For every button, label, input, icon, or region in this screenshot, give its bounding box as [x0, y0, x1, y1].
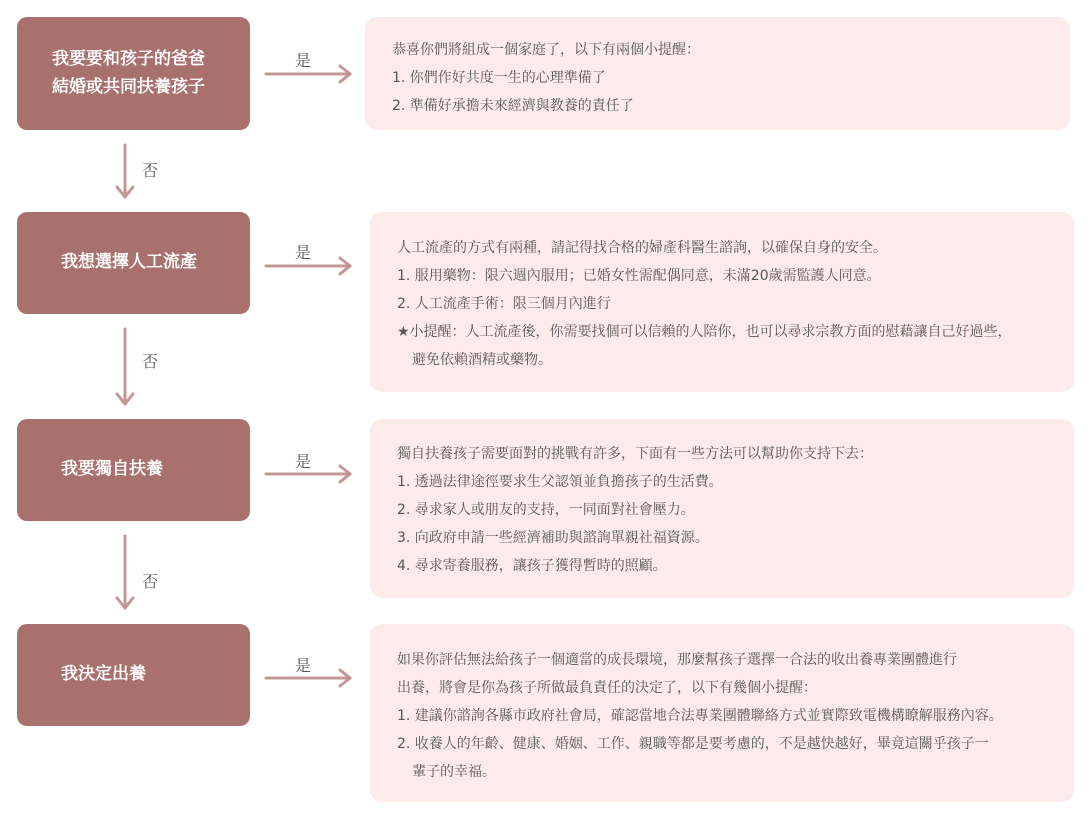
yes-label: 是 [295, 51, 312, 70]
yes-label: 是 [295, 656, 312, 675]
info-panel-adoption [370, 624, 1074, 802]
no-arrow-icon [115, 536, 137, 612]
yes-arrow-icon [266, 256, 356, 278]
info-panel-marry [365, 17, 1070, 130]
info-line: 1. 建議你諮詢各縣市政府社會局，確認當地合法專業團體聯絡方式並實際致電機構瞭解服務內容。 [397, 708, 1003, 724]
no-label: 否 [142, 572, 159, 591]
decision-text-line: 結婚或共同扶養孩子 [52, 76, 205, 97]
info-line: 出養，將會是你為孩子所做最負責任的決定了，以下有幾個小提醒： [397, 680, 817, 696]
decision-text-line: 我想選擇人工流產 [61, 252, 197, 273]
info-line: 輩子的幸福。 [412, 764, 496, 780]
info-panel-abortion [370, 212, 1074, 392]
info-line: 2. 人工流產手術：限三個月內進行 [397, 296, 611, 312]
decision-box-abortion [17, 212, 250, 314]
yes-arrow-icon [266, 64, 356, 86]
info-line: 1. 你們作好共度一生的心理準備了 [392, 70, 606, 86]
info-line: 1. 服用藥物：限六週內服用；已婚女性需配偶同意，未滿20歲需監護人同意。 [397, 268, 881, 284]
yes-label: 是 [295, 452, 312, 471]
info-line: 2. 尋求家人或朋友的支持，一同面對社會壓力。 [397, 502, 695, 518]
info-line: 2. 準備好承擔未來經濟與教養的責任了 [392, 98, 634, 114]
decision-box-adoption [17, 624, 250, 726]
info-line: 人工流產的方式有兩種，請記得找合格的婦產科醫生諮詢，以確保自身的安全。 [397, 240, 887, 256]
decision-text-line: 我決定出養 [61, 664, 146, 685]
info-line: 恭喜你們將組成一個家庭了，以下有兩個小提醒： [392, 42, 700, 58]
info-line: 如果你評估無法給孩子一個適當的成長環境，那麼幫孩子選擇一合法的收出養專業團體進行 [397, 652, 957, 668]
info-line: 4. 尋求寄養服務，讓孩子獲得暫時的照顧。 [397, 558, 667, 574]
no-arrow-icon [115, 329, 137, 409]
info-line: 避免依賴酒精或藥物。 [412, 352, 552, 368]
info-line: 獨自扶養孩子需要面對的挑戰有許多，下面有一些方法可以幫助你支持下去： [397, 446, 873, 462]
info-line: 1. 透過法律途徑要求生父認領並負擔孩子的生活費。 [397, 474, 723, 490]
info-line: 3. 向政府申請一些經濟補助與諮詢單親社福資源。 [397, 530, 709, 546]
no-arrow-icon [115, 145, 137, 201]
yes-arrow-icon [266, 668, 356, 690]
no-label: 否 [142, 161, 159, 180]
info-line: 2. 收養人的年齡、健康、婚姻、工作、親職等都是要考慮的，不是越快越好，畢竟這關乎孩子一 [397, 736, 989, 752]
decision-box-single-parent [17, 419, 250, 521]
yes-label: 是 [295, 243, 312, 262]
no-label: 否 [142, 352, 159, 371]
decision-text-line: 我要獨自扶養 [61, 459, 163, 480]
decision-text-line: 我要要和孩子的爸爸 [52, 49, 205, 70]
yes-arrow-icon [266, 464, 356, 486]
info-panel-single-parent [370, 419, 1074, 598]
info-line: ★小提醒：人工流產後，你需要找個可以信賴的人陪你，也可以尋求宗教方面的慰藉讓自己好過些， [397, 324, 1012, 340]
decision-box-marry [17, 17, 250, 130]
